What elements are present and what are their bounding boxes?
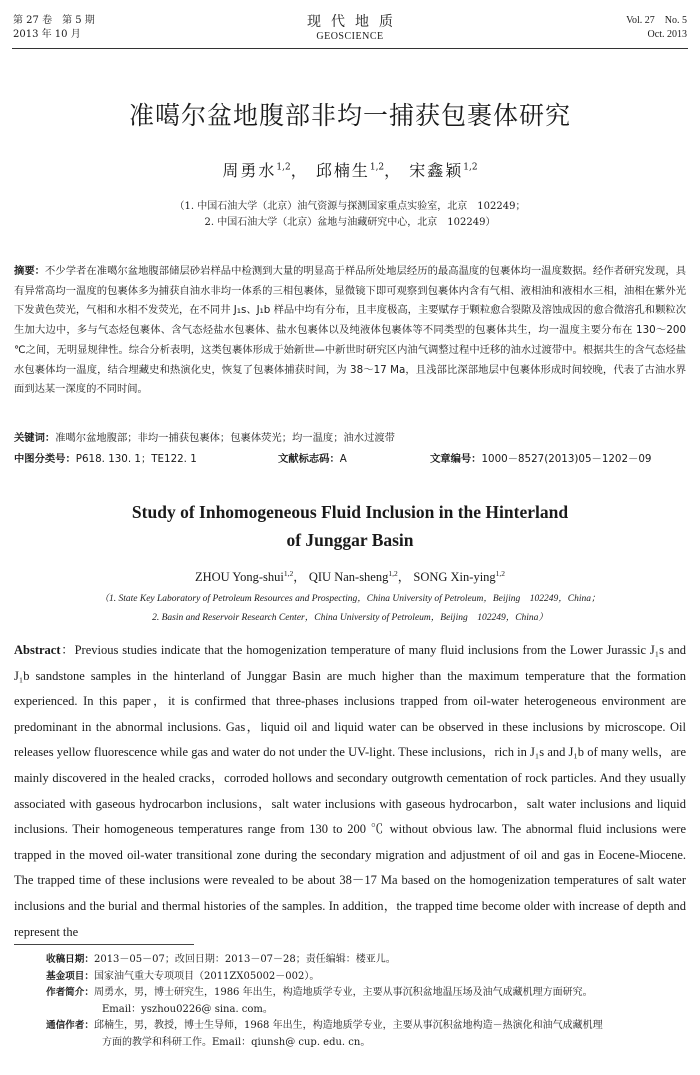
footnotes — [46, 952, 686, 1051]
doc-code-label: 文献标志码： — [278, 453, 340, 465]
author-separator: ， — [290, 161, 309, 180]
author-email: Email：yszhou0226@ sina. com。 — [102, 1003, 273, 1015]
header-journal — [0, 14, 700, 44]
clc-value: P618. 130. 1；TE122. 1 — [75, 453, 197, 465]
author-name-en: SONG Xin-ying — [413, 570, 496, 584]
clc-label: 中图分类号： — [14, 453, 76, 465]
keywords-cn-label: 关键词： — [14, 432, 56, 444]
footnote-author — [46, 985, 686, 1002]
header-volume: 第 27 卷 第 5 期 — [13, 15, 95, 26]
clc-number — [14, 453, 197, 465]
author-affil-sup: 1,2 — [463, 162, 478, 173]
article-number-value: 1000－8527(2013)05－1202－09 — [481, 453, 652, 465]
article-number — [430, 450, 651, 465]
author-name-en: QIU Nan-sheng — [308, 570, 389, 584]
abstract-en — [14, 638, 686, 945]
author-bio-label: 作者简介： — [46, 987, 94, 998]
header-divider — [12, 48, 688, 49]
keywords-cn — [14, 429, 395, 444]
header-vol-en — [626, 14, 687, 42]
title-en-line-2: of Junggar Basin — [286, 530, 414, 550]
author-affil-sup-en: 1,2 — [495, 568, 506, 578]
title-en-line-1: Study of Inhomogeneous Fluid Inclusion in the Hinterland — [131, 502, 569, 522]
corresponding-label: 通信作者： — [46, 1020, 94, 1031]
fund-value: 国家油气重大专项项目（2011ZX05002－002）。 — [93, 970, 320, 982]
author-affil-sup: 1,2 — [276, 162, 291, 173]
header-date-en: Oct. 2013 — [647, 29, 687, 40]
classification-row — [14, 450, 686, 465]
doc-code — [278, 450, 347, 465]
affiliation-2-cn: 2. 中国石油大学（北京）盆地与油藏研究中心，北京 102249） — [204, 217, 496, 228]
journal-name-cn: 现代地质 — [307, 14, 403, 30]
author-name: 周勇水 — [222, 161, 277, 180]
title-en — [0, 498, 700, 554]
authors-cn — [0, 158, 700, 181]
abstract-en-text: ：Previous studies indicate that the homogenization temperature of many fluid inclusions from the Lower Jurassic J₁s and J₁b sandstone samples in the hinterland of Junggar Basin are much higher than the maximum temperature that the formation experienced. In this paper，it is confirmed that three-phases inclusions trapped from oil-water heterogeneous environment are predominant in the abnormal inclusions. Gas，liquid oil and liquid water can be observed in these inclusions by microscope. Oil releases yellow fluorescence while gas and water do not under the UV-light. These inclusions，rich in J₁s and J₁b of many wells，are mainly discovered in the healed cracks，corroded hollows and secondary outgrowth cementation of rock particles. And they usually associated with gaseous hydrocarbon inclusions，salt water inclusions with gaseous hydrocarbon，salt water inclusions and liquid inclusions. Their homogeneous temperatures range from 130 to 200 ℃ without obvious law. The abnormal fluid inclusions were trapped in the moved oil-water transitional zone during the secondary migration and adjustment of oil and gas in Eocene-Miocene. The trapped time of these inclusions were revealed to be about 38－17 Ma based on the homogenization temperatures of salt water inclusions and the burial and thermal histories of the samples. In addition，the trapped time become older with increase of depth and represent the — [14, 643, 686, 939]
author-separator: ， — [384, 161, 403, 180]
author-affil-sup: 1,2 — [369, 162, 385, 173]
journal-name-en: GEOSCIENCE — [316, 31, 384, 42]
footnote-fund — [46, 969, 686, 986]
abstract-en-label: Abstract — [14, 643, 61, 657]
title-cn: 准噶尔盆地腹部非均一捕获包裹体研究 — [128, 101, 571, 130]
author-bio-value: 周勇水，男，博士研究生，1986 年出生，构造地质学专业，主要从事沉积盆地温压场及油气成藏机理方面研究。 — [93, 987, 593, 998]
header-vol-no: Vol. 27 No. 5 — [626, 15, 687, 26]
keywords-cn-text: 准噶尔盆地腹部；非均一捕获包裹体；包裹体荧光；均一温度；油水过渡带 — [55, 432, 395, 444]
footnote-divider — [14, 944, 194, 945]
affiliations-cn — [0, 199, 700, 231]
author-affil-sup-en: 1,2 — [283, 568, 294, 578]
affiliation-2-en: 2. Basin and Reservoir Research Center，China University of Petroleum，Beijing 102249，China） — [152, 613, 548, 623]
author-separator: ， — [397, 570, 411, 584]
author-name: 宋鑫颖 — [409, 161, 464, 180]
authors-en — [0, 567, 700, 585]
doc-code-value: A — [339, 453, 347, 465]
corresponding-value: 邱楠生，男，教授，博士生导师，1968 年出生，构造地质学专业，主要从事沉积盆地构造－热演化和油气成藏机理 — [93, 1020, 603, 1031]
affiliation-1-cn: （1. 中国石油大学（北京）油气资源与探测国家重点实验室，北京 102249； — [174, 201, 526, 212]
article-number-label: 文章编号： — [430, 453, 482, 465]
author-name-en: ZHOU Yong-shui — [194, 570, 284, 584]
author-affil-sup-en: 1,2 — [388, 568, 398, 578]
received-label: 收稿日期： — [46, 954, 94, 965]
affiliation-1-en: （1. State Key Laboratory of Petroleum Resources and Prospecting，China University of Petroleum，Beijing 102249，China； — [99, 594, 601, 604]
abstract-cn-text: 不少学者在准噶尔盆地腹部储层砂岩样品中检测到大量的明显高于样品所处地层经历的最高温度的包裹体均一温度数据。经作者研究发现，具有异常高均一温度的包裹体多为捕获自油水非均一体系的三相包裹体，显微镜下即可观察到包裹体内含有气相、液相油和液相水三相，油相在紫外光下发黄色荧光，气相和水相不发荧光，在不同井 J₁s、J₁b 样品中均有分布，且丰度极高，主要赋存于颗粒愈合裂隙及溶蚀成因的愈合微溶孔和颗粒次生加大边中，多与气态烃包裹体、含气态烃盐水包裹体、盐水包裹体以及纯液体包裹体等不同类型的包裹体共生，均一温度主要分布在 130～200 ℃之间，无明显规律性。综合分析表明，这类包裹体形成于始新世—中新世时研究区内油气调整过程中迁移的油水过渡带中。根据共生的含气态烃盐水包裹体均一温度，结合埋藏史和热演化史，恢复了包裹体捕获时间，为 38～17 Ma，且浅部比深部地层中包裹体形成时间较晚，代表了古油水界面到达某一深度的不同时间。 — [14, 265, 687, 396]
footnote-corresponding — [46, 1018, 686, 1035]
footnote-received — [46, 952, 686, 969]
abstract-cn — [14, 262, 686, 400]
affiliations-en — [0, 590, 700, 628]
received-value: 2013－05－07；改回日期：2013－07－28；责任编辑：楼亚儿。 — [93, 954, 396, 965]
corresponding-value-cont: 方面的教学和科研工作。Email：qiunsh@ cup. edu. cn。 — [102, 1036, 371, 1048]
author-separator: ， — [293, 570, 306, 584]
author-name: 邱楠生 — [315, 161, 370, 180]
abstract-cn-label: 摘要： — [14, 265, 46, 277]
fund-label: 基金项目： — [46, 970, 94, 982]
header-date-cn: 2013 年 10 月 — [13, 29, 81, 40]
